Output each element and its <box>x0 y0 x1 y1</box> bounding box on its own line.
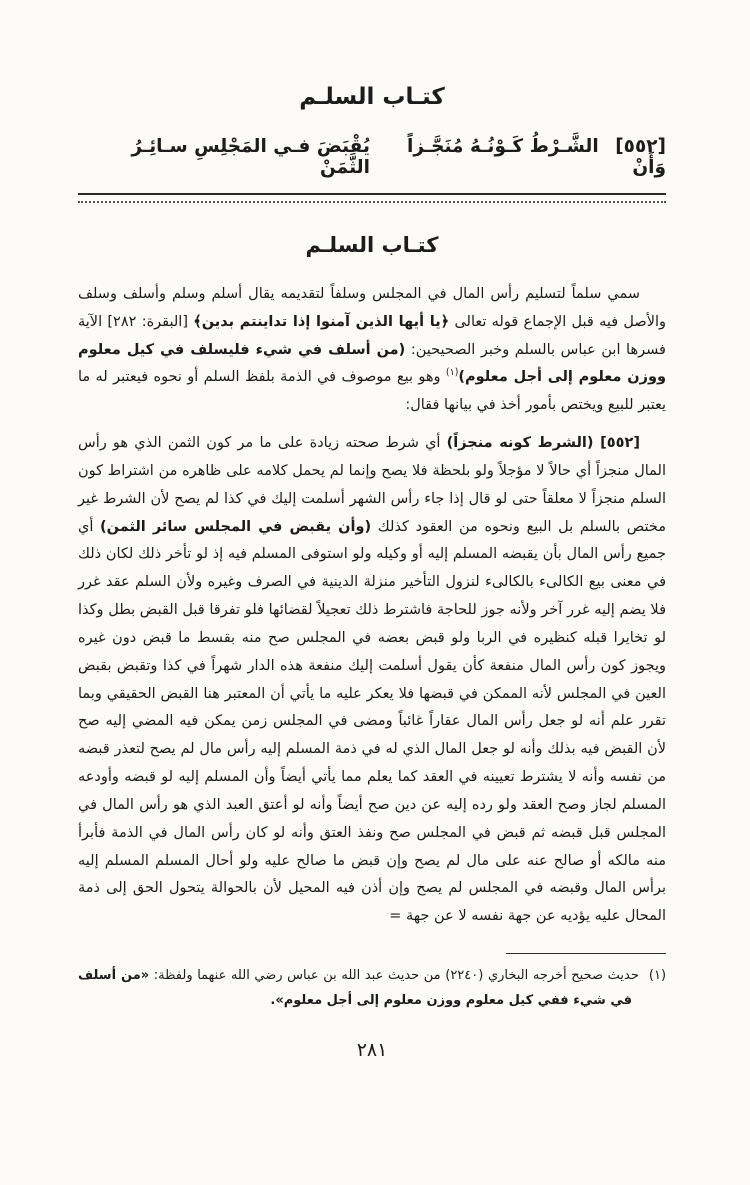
matn-quote: (الشرط كونه منجزاً) <box>446 435 594 452</box>
footnote-ref: (١) <box>445 367 459 379</box>
text-run: حديث صحيح أخرجه البخاري (٢٢٤٠) من حديث عبد الله بن عباس رضي الله عنهما ولفظة: <box>149 968 639 984</box>
hadith-quote: (من أسلف في شيء فليسلف في كيل معلوم ووزن معلوم إلى أجل معلوم) <box>78 341 666 386</box>
chapter-title: كتـاب السلـم <box>305 233 439 257</box>
matn-verse-line <box>78 136 666 178</box>
verse-ref: [٥٥٢] <box>593 435 640 452</box>
quran-verse: ﴿يا أيها الذين آمنوا إذا تداينتم بدين﴾ <box>193 313 450 330</box>
text-run: وهو بيع موصوف في الذمة بلفظ السلم أو نحوه فيعتبر له ما يعتبر للبيع ويختص بأمور أخذ في بيانها فقال: <box>78 369 666 414</box>
footnote-marker: (١) <box>648 968 667 984</box>
verse-first-hemistich <box>370 136 666 178</box>
matn-quote: (وأن يقبض في المجلس سائر الثمن) <box>100 518 372 535</box>
footnote-text <box>78 968 639 1008</box>
solid-rule <box>78 193 666 195</box>
footnote-separator-rule <box>506 953 666 954</box>
verse-hemistich-a-text: الشَّـرْطُ كَـوْنُـهُ مُنَجَّـزاً وَأَنْ <box>407 136 666 178</box>
verse-number: [٥٥٢] <box>615 136 666 157</box>
hadith-quote: «من أسلف في شيء ففي كيل معلوم ووزن معلوم إلى أجل معلوم». <box>78 968 632 1008</box>
text-run: أي شرط صحته زيادة على ما مر كون الثمن الذي هو رأس المال منجزاً أي حالاً لا مؤجلاً ولو بلحظة فلا يصح وإنما لم يحمل كلامه على ظاهره من اشتراط كون السلم منجزاً لا معلقاً حتى لو قال إذا جاء رأس الشهر أسلمت إليك في كذا لم يصح لأن الشرط غير مختص بالسلم بل البيع ونحوه من العقود كذلك <box>78 435 667 535</box>
book-title-header: كتـاب السلـم <box>299 84 445 110</box>
page-number: ٢٨١ <box>356 1039 388 1062</box>
verse-second-hemistich: يُقْبَضَ فـي المَجْلِسِ سـائِـرُ الثَّمَنْ <box>131 136 370 178</box>
paragraph-intro <box>78 281 666 420</box>
footnote <box>78 964 666 1013</box>
text-run: سمي سلماً لتسليم رأس المال في المجلس وسلفاً لتقديمه يقال أسلم وسلم وأسلف وسلف والأصل فيه قبل الإجماع قوله تعالى <box>78 286 667 330</box>
text-run: أي جميع رأس المال بأن يقبضه المسلم إليه أو وكيله ولو استوفى المسلم فيه إذ لو تأخر ذلك لكان ذلك في معنى بيع الكالىء بالكالىء لنزول التأخير منزلة الدينية في الصرف وغيره ولأن السلم عقد غرر فلا يضم إليه غرر آخر ولأنه جوز للحاجة فاشترط ذلك تعجيلاً لقضائها فلو تفرقا قبل القبض بطل وكذا لو تخايرا قبله كنظيره في الربا ولو قبض بعضه في المجلس صح منه بقسط ما قبض دون غيره ويجوز كون رأس المال منفعة كأن يقول أسلمت إليك منفعة هذه الدار شهراً في كذا وتقبض بقبض العين في المجلس لأنه الممكن في قبضها فلا يعكر عليه ما يأتي أن المعتبر هنا القبض الحقيقي وبما تقرر علم أنه لو جعل رأس المال عقاراً غائباً ومضى في المجلس زمن يمكن فيه المضي إليه صح لأن القبض فيه بذلك وأنه لو جعل المال الذي له في ذمة المسلم إليه رأس مال لم يصح لتعذر قبضه من نفسه وأنه لا يشترط تعيينه في العقد كما يعلم مما يأتي أيضاً وأن المسلم إليه لو قبضه وأودعه المسلم لجاز وصح العقد ولو رده إليه عن دين صح أيضاً وأنه لو أعتق العبد الذي هو رأس المال في المجلس قبل قبضه ثم قبض في المجلس صح ونفذ العتق وأنه لو كان رأس المال في الذمة فأبرأ منه مالكه أو صالح عنه على مال لم يصح وإن قبض ما صالح عليه ولو أحال المسلم المسلم إليه برأس المال وقبضه في المجلس لم يصح وإن أذن فيه المحيل لأن بالحوالة يتحول الحق إلى ذمة المحال عليه يؤديه عن جهة نفسه لا عن جهة = <box>78 518 666 925</box>
paragraph-commentary <box>78 430 666 931</box>
dotted-rule <box>78 201 666 203</box>
text-run: [البقرة: ٢٨٢] الآية فسرها ابن عباس بالسلم وخبر الصحيحين: <box>78 313 666 358</box>
